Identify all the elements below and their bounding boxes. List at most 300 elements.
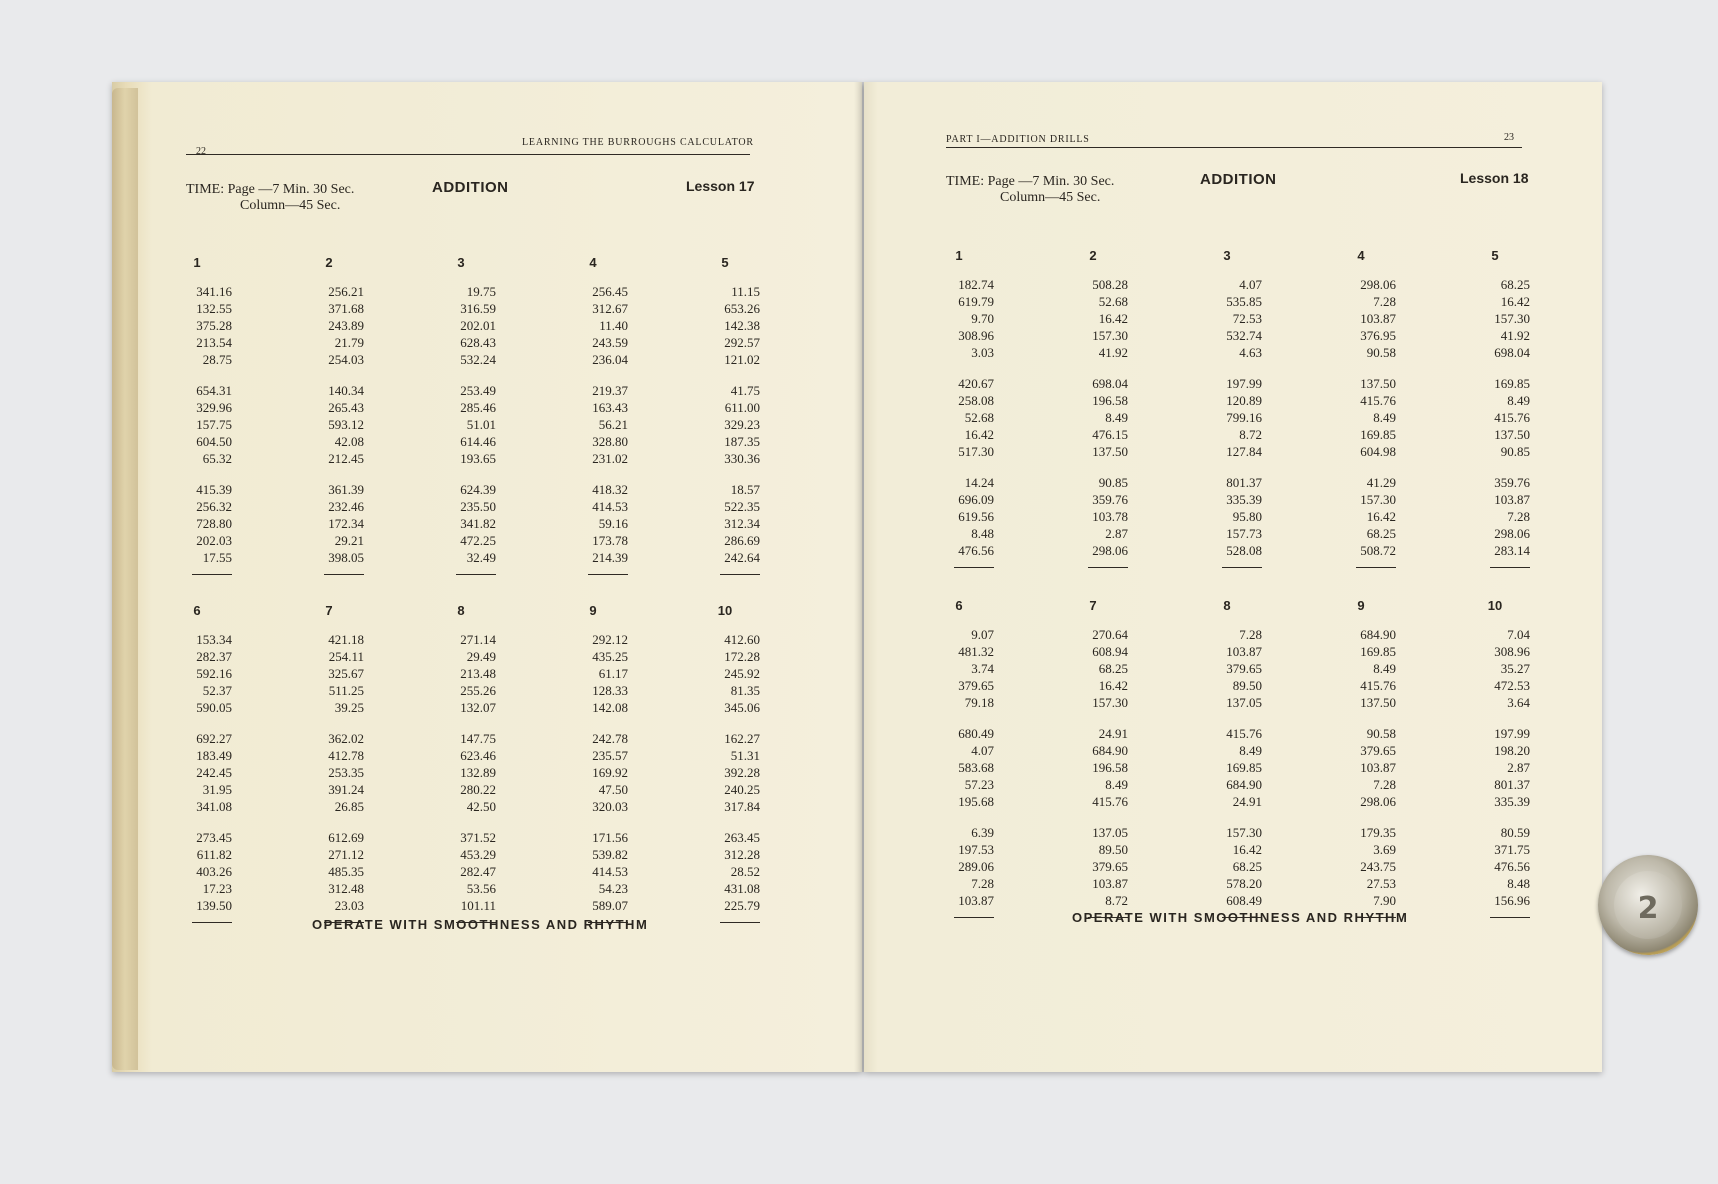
drill-value: 103.87 bbox=[1494, 492, 1530, 507]
drill-value: 90.85 bbox=[1500, 444, 1530, 459]
number-group bbox=[1326, 474, 1396, 559]
time-info bbox=[946, 174, 1114, 206]
drill-value: 312.28 bbox=[724, 847, 760, 862]
drill-value: 379.65 bbox=[1226, 661, 1262, 676]
drill-value: 292.12 bbox=[592, 632, 628, 647]
number-group bbox=[426, 382, 496, 467]
column-number: 8 bbox=[457, 603, 465, 618]
drill-value: 371.75 bbox=[1494, 842, 1530, 857]
column-number: 10 bbox=[1487, 598, 1503, 613]
drill-value: 256.45 bbox=[592, 284, 628, 299]
number-group bbox=[162, 283, 232, 368]
drill-value: 242.64 bbox=[724, 550, 760, 565]
drill-value: 420.67 bbox=[958, 376, 994, 391]
drill-value: 256.21 bbox=[328, 284, 364, 299]
drill-value: 8.72 bbox=[1105, 893, 1128, 908]
running-head: PART I—ADDITION DRILLS bbox=[946, 134, 1090, 145]
drill-value: 359.76 bbox=[1494, 475, 1530, 490]
time-line-2: Column—45 Sec. bbox=[1000, 190, 1101, 205]
footer-motto: OPERATE WITH SMOOTHNESS AND RHYTHM bbox=[1072, 910, 1409, 925]
drill-value: 182.74 bbox=[958, 277, 994, 292]
drill-column bbox=[1058, 247, 1128, 568]
number-group bbox=[1058, 824, 1128, 909]
drill-value: 298.06 bbox=[1494, 526, 1530, 541]
drill-value: 16.42 bbox=[1366, 509, 1396, 524]
drill-value: 604.98 bbox=[1360, 444, 1396, 459]
drill-value: 328.80 bbox=[592, 434, 628, 449]
drill-value: 53.56 bbox=[466, 881, 496, 896]
number-group bbox=[1192, 626, 1262, 711]
drill-value: 24.91 bbox=[1098, 726, 1128, 741]
drill-column bbox=[558, 254, 628, 575]
drill-value: 414.53 bbox=[592, 499, 628, 514]
total-rule bbox=[954, 567, 994, 568]
drill-value: 345.06 bbox=[724, 700, 760, 715]
drill-value: 415.39 bbox=[196, 482, 232, 497]
drill-value: 7.04 bbox=[1507, 627, 1530, 642]
drill-value: 335.39 bbox=[1494, 794, 1530, 809]
drill-value: 271.14 bbox=[460, 632, 496, 647]
drill-value: 415.76 bbox=[1092, 794, 1128, 809]
drill-value: 157.75 bbox=[196, 417, 232, 432]
number-group bbox=[690, 631, 760, 716]
drill-value: 592.16 bbox=[196, 666, 232, 681]
section-title: ADDITION bbox=[1200, 171, 1277, 188]
drill-value: 235.57 bbox=[592, 748, 628, 763]
drill-value: 590.05 bbox=[196, 700, 232, 715]
drill-value: 187.35 bbox=[724, 434, 760, 449]
drill-value: 68.25 bbox=[1500, 277, 1530, 292]
drill-value: 619.79 bbox=[958, 294, 994, 309]
column-number: 5 bbox=[1491, 248, 1499, 263]
drill-value: 362.02 bbox=[328, 731, 364, 746]
drill-value: 359.76 bbox=[1092, 492, 1128, 507]
drill-value: 329.96 bbox=[196, 400, 232, 415]
drill-value: 3.69 bbox=[1373, 842, 1396, 857]
drill-value: 101.11 bbox=[460, 898, 496, 913]
drill-value: 619.56 bbox=[958, 509, 994, 524]
drill-value: 19.75 bbox=[466, 284, 496, 299]
drill-value: 103.87 bbox=[1360, 311, 1396, 326]
drill-value: 628.43 bbox=[460, 335, 496, 350]
drill-value: 11.40 bbox=[599, 318, 628, 333]
drill-value: 421.18 bbox=[328, 632, 364, 647]
drill-value: 242.45 bbox=[196, 765, 232, 780]
column-number: 6 bbox=[193, 603, 201, 618]
book-spread bbox=[112, 82, 1602, 1082]
time-line-1: TIME: Page —7 Min. 30 Sec. bbox=[946, 174, 1115, 189]
drill-value: 231.02 bbox=[592, 451, 628, 466]
drill-value: 608.94 bbox=[1092, 644, 1128, 659]
drill-value: 418.32 bbox=[592, 482, 628, 497]
page-number: 23 bbox=[1504, 132, 1514, 143]
drill-value: 325.67 bbox=[328, 666, 364, 681]
total-rule bbox=[192, 574, 232, 575]
drill-value: 132.89 bbox=[460, 765, 496, 780]
drill-value: 243.75 bbox=[1360, 859, 1396, 874]
drill-value: 242.78 bbox=[592, 731, 628, 746]
drill-value: 341.16 bbox=[196, 284, 232, 299]
drill-value: 320.03 bbox=[592, 799, 628, 814]
drill-value: 51.31 bbox=[730, 748, 760, 763]
drill-value: 403.26 bbox=[196, 864, 232, 879]
drill-value: 801.37 bbox=[1226, 475, 1262, 490]
drill-value: 624.39 bbox=[460, 482, 496, 497]
drill-value: 54.23 bbox=[598, 881, 628, 896]
number-group bbox=[558, 829, 628, 914]
section-title: ADDITION bbox=[432, 179, 509, 196]
drill-value: 728.80 bbox=[196, 516, 232, 531]
drill-value: 41.29 bbox=[1366, 475, 1396, 490]
drill-value: 8.72 bbox=[1239, 427, 1262, 442]
number-group bbox=[1192, 725, 1262, 810]
drill-value: 52.37 bbox=[202, 683, 232, 698]
column-number: 1 bbox=[955, 248, 963, 263]
number-group bbox=[1460, 474, 1530, 559]
drill-value: 17.23 bbox=[202, 881, 232, 896]
drill-value: 29.21 bbox=[334, 533, 364, 548]
drill-value: 282.37 bbox=[196, 649, 232, 664]
number-group bbox=[162, 730, 232, 815]
drill-value: 528.08 bbox=[1226, 543, 1262, 558]
drill-value: 41.92 bbox=[1098, 345, 1128, 360]
drill-value: 120.89 bbox=[1226, 393, 1262, 408]
time-info bbox=[186, 182, 354, 214]
total-rule bbox=[720, 922, 760, 923]
drill-value: 3.74 bbox=[971, 661, 994, 676]
drill-value: 273.45 bbox=[196, 830, 232, 845]
drill-value: 169.92 bbox=[592, 765, 628, 780]
drill-column bbox=[294, 602, 364, 923]
drill-value: 157.30 bbox=[1092, 695, 1128, 710]
number-group bbox=[1460, 824, 1530, 909]
drill-value: 157.30 bbox=[1092, 328, 1128, 343]
total-rule bbox=[588, 574, 628, 575]
drill-value: 157.30 bbox=[1226, 825, 1262, 840]
drill-column bbox=[924, 597, 994, 918]
drill-value: 197.99 bbox=[1226, 376, 1262, 391]
drill-value: 142.08 bbox=[592, 700, 628, 715]
drill-value: 653.26 bbox=[724, 301, 760, 316]
drill-column bbox=[558, 602, 628, 923]
drill-value: 392.28 bbox=[724, 765, 760, 780]
drill-value: 371.52 bbox=[460, 830, 496, 845]
drill-value: 128.33 bbox=[592, 683, 628, 698]
drill-value: 7.28 bbox=[971, 876, 994, 891]
number-group bbox=[1460, 375, 1530, 460]
drill-value: 255.26 bbox=[460, 683, 496, 698]
drill-value: 298.06 bbox=[1360, 794, 1396, 809]
drill-value: 379.65 bbox=[1360, 743, 1396, 758]
drill-value: 26.85 bbox=[334, 799, 364, 814]
column-number: 8 bbox=[1223, 598, 1231, 613]
drill-value: 35.27 bbox=[1500, 661, 1530, 676]
coin-denomination: 2 bbox=[1637, 891, 1659, 926]
drill-value: 56.21 bbox=[598, 417, 628, 432]
drill-value: 157.30 bbox=[1360, 492, 1396, 507]
drill-value: 329.23 bbox=[724, 417, 760, 432]
number-group bbox=[924, 824, 994, 909]
drill-value: 308.96 bbox=[958, 328, 994, 343]
drill-value: 103.87 bbox=[1226, 644, 1262, 659]
drill-value: 89.50 bbox=[1098, 842, 1128, 857]
drill-value: 611.82 bbox=[196, 847, 232, 862]
drill-value: 72.53 bbox=[1232, 311, 1262, 326]
total-rule bbox=[324, 574, 364, 575]
number-group bbox=[1326, 725, 1396, 810]
drill-value: 156.96 bbox=[1494, 893, 1530, 908]
number-group bbox=[1326, 375, 1396, 460]
drill-value: 162.27 bbox=[724, 731, 760, 746]
drill-value: 103.78 bbox=[1092, 509, 1128, 524]
drill-value: 236.04 bbox=[592, 352, 628, 367]
total-rule bbox=[456, 574, 496, 575]
total-rule bbox=[1222, 567, 1262, 568]
number-group bbox=[294, 829, 364, 914]
column-number: 10 bbox=[717, 603, 733, 618]
number-group bbox=[924, 375, 994, 460]
drill-value: 32.49 bbox=[466, 550, 496, 565]
column-number: 3 bbox=[457, 255, 465, 270]
drill-value: 169.85 bbox=[1360, 427, 1396, 442]
drill-value: 253.35 bbox=[328, 765, 364, 780]
drill-value: 415.76 bbox=[1226, 726, 1262, 741]
column-number: 2 bbox=[325, 255, 333, 270]
drill-value: 225.79 bbox=[724, 898, 760, 913]
drill-value: 52.68 bbox=[1098, 294, 1128, 309]
drill-value: 163.43 bbox=[592, 400, 628, 415]
drill-value: 308.96 bbox=[1494, 644, 1530, 659]
drill-value: 196.58 bbox=[1092, 760, 1128, 775]
drill-value: 3.03 bbox=[971, 345, 994, 360]
drill-value: 183.49 bbox=[196, 748, 232, 763]
drill-value: 511.25 bbox=[328, 683, 364, 698]
drill-value: 103.87 bbox=[1360, 760, 1396, 775]
number-group bbox=[1192, 276, 1262, 361]
drill-value: 517.30 bbox=[958, 444, 994, 459]
drill-value: 414.53 bbox=[592, 864, 628, 879]
number-group bbox=[1058, 474, 1128, 559]
number-group bbox=[294, 382, 364, 467]
drill-value: 27.53 bbox=[1366, 876, 1396, 891]
drill-value: 8.49 bbox=[1507, 393, 1530, 408]
drill-value: 14.24 bbox=[964, 475, 994, 490]
drill-value: 316.59 bbox=[460, 301, 496, 316]
drill-column bbox=[1326, 597, 1396, 918]
drill-value: 195.68 bbox=[958, 794, 994, 809]
drill-value: 16.42 bbox=[1232, 842, 1262, 857]
number-group bbox=[924, 725, 994, 810]
drill-value: 7.28 bbox=[1373, 294, 1396, 309]
drill-value: 583.68 bbox=[958, 760, 994, 775]
drill-value: 698.04 bbox=[1494, 345, 1530, 360]
number-group bbox=[1326, 626, 1396, 711]
drill-value: 289.06 bbox=[958, 859, 994, 874]
lesson-label: Lesson 17 bbox=[686, 178, 755, 194]
drill-value: 39.25 bbox=[334, 700, 364, 715]
drill-value: 254.03 bbox=[328, 352, 364, 367]
number-group bbox=[426, 481, 496, 566]
column-number: 9 bbox=[1357, 598, 1365, 613]
drill-value: 398.05 bbox=[328, 550, 364, 565]
drill-value: 453.29 bbox=[460, 847, 496, 862]
drill-value: 801.37 bbox=[1494, 777, 1530, 792]
drill-value: 127.84 bbox=[1226, 444, 1262, 459]
total-rule bbox=[1356, 567, 1396, 568]
drill-value: 472.25 bbox=[460, 533, 496, 548]
drill-value: 263.45 bbox=[724, 830, 760, 845]
drill-column bbox=[426, 602, 496, 923]
drill-column bbox=[162, 602, 232, 923]
drill-value: 298.06 bbox=[1092, 543, 1128, 558]
number-group bbox=[1460, 626, 1530, 711]
drill-column bbox=[1460, 247, 1530, 568]
drill-value: 137.50 bbox=[1494, 427, 1530, 442]
number-group bbox=[426, 730, 496, 815]
drill-value: 361.39 bbox=[328, 482, 364, 497]
drill-value: 214.39 bbox=[592, 550, 628, 565]
drill-value: 198.20 bbox=[1494, 743, 1530, 758]
total-rule bbox=[954, 917, 994, 918]
drill-value: 522.35 bbox=[724, 499, 760, 514]
drill-value: 312.48 bbox=[328, 881, 364, 896]
drill-value: 412.78 bbox=[328, 748, 364, 763]
number-group bbox=[1326, 824, 1396, 909]
header-rule bbox=[186, 154, 750, 155]
drill-value: 799.16 bbox=[1226, 410, 1262, 425]
drill-value: 578.20 bbox=[1226, 876, 1262, 891]
drill-value: 341.82 bbox=[460, 516, 496, 531]
drill-value: 137.50 bbox=[1360, 695, 1396, 710]
drill-value: 68.25 bbox=[1366, 526, 1396, 541]
drill-value: 485.35 bbox=[328, 864, 364, 879]
drill-value: 41.75 bbox=[730, 383, 760, 398]
total-rule bbox=[192, 922, 232, 923]
drill-value: 612.69 bbox=[328, 830, 364, 845]
drill-value: 696.09 bbox=[958, 492, 994, 507]
drill-value: 330.36 bbox=[724, 451, 760, 466]
column-number: 1 bbox=[193, 255, 201, 270]
drill-value: 142.38 bbox=[724, 318, 760, 333]
drill-value: 283.14 bbox=[1494, 543, 1530, 558]
drill-value: 7.90 bbox=[1373, 893, 1396, 908]
drill-value: 391.24 bbox=[328, 782, 364, 797]
drill-value: 312.34 bbox=[724, 516, 760, 531]
drill-value: 2.87 bbox=[1105, 526, 1128, 541]
drill-value: 270.64 bbox=[1092, 627, 1128, 642]
column-number: 7 bbox=[1089, 598, 1097, 613]
drill-value: 21.79 bbox=[334, 335, 364, 350]
drill-value: 24.91 bbox=[1232, 794, 1262, 809]
drill-value: 4.07 bbox=[971, 743, 994, 758]
drill-value: 4.63 bbox=[1239, 345, 1262, 360]
drill-value: 532.74 bbox=[1226, 328, 1262, 343]
drill-value: 476.15 bbox=[1092, 427, 1128, 442]
number-group bbox=[294, 283, 364, 368]
number-group bbox=[1192, 375, 1262, 460]
drill-value: 335.39 bbox=[1226, 492, 1262, 507]
drill-value: 684.90 bbox=[1360, 627, 1396, 642]
drill-value: 698.04 bbox=[1092, 376, 1128, 391]
drill-value: 532.24 bbox=[460, 352, 496, 367]
number-group bbox=[558, 481, 628, 566]
drill-value: 589.07 bbox=[592, 898, 628, 913]
number-group bbox=[1192, 474, 1262, 559]
page-edge bbox=[112, 88, 138, 1070]
time-line-2: Column—45 Sec. bbox=[240, 198, 341, 213]
drill-value: 28.52 bbox=[730, 864, 760, 879]
drill-value: 415.76 bbox=[1494, 410, 1530, 425]
drill-value: 476.56 bbox=[1494, 859, 1530, 874]
drill-value: 137.05 bbox=[1092, 825, 1128, 840]
column-number: 4 bbox=[589, 255, 597, 270]
drill-value: 604.50 bbox=[196, 434, 232, 449]
drill-value: 435.25 bbox=[592, 649, 628, 664]
drill-value: 292.57 bbox=[724, 335, 760, 350]
drill-value: 654.31 bbox=[196, 383, 232, 398]
drill-value: 202.01 bbox=[460, 318, 496, 333]
drill-value: 8.49 bbox=[1239, 743, 1262, 758]
drill-value: 684.90 bbox=[1226, 777, 1262, 792]
drill-value: 68.25 bbox=[1098, 661, 1128, 676]
drill-value: 680.49 bbox=[958, 726, 994, 741]
drill-value: 235.50 bbox=[460, 499, 496, 514]
drill-value: 8.48 bbox=[971, 526, 994, 541]
drill-value: 286.69 bbox=[724, 533, 760, 548]
column-number: 2 bbox=[1089, 248, 1097, 263]
drill-value: 90.58 bbox=[1366, 345, 1396, 360]
number-group bbox=[294, 481, 364, 566]
drill-value: 31.95 bbox=[202, 782, 232, 797]
number-group bbox=[294, 730, 364, 815]
drill-value: 65.32 bbox=[202, 451, 232, 466]
drill-value: 379.65 bbox=[958, 678, 994, 693]
drill-value: 103.87 bbox=[958, 893, 994, 908]
drill-value: 81.35 bbox=[730, 683, 760, 698]
drill-value: 196.58 bbox=[1092, 393, 1128, 408]
column-number: 9 bbox=[589, 603, 597, 618]
drill-value: 376.95 bbox=[1360, 328, 1396, 343]
number-group bbox=[690, 829, 760, 914]
drill-value: 379.65 bbox=[1092, 859, 1128, 874]
drill-value: 61.17 bbox=[598, 666, 628, 681]
number-group bbox=[162, 829, 232, 914]
drill-value: 28.75 bbox=[202, 352, 232, 367]
drill-value: 42.08 bbox=[334, 434, 364, 449]
drill-value: 415.76 bbox=[1360, 393, 1396, 408]
drill-value: 42.50 bbox=[466, 799, 496, 814]
drill-value: 169.85 bbox=[1226, 760, 1262, 775]
page-number: 22 bbox=[196, 146, 206, 157]
drill-value: 52.68 bbox=[964, 410, 994, 425]
drill-value: 212.45 bbox=[328, 451, 364, 466]
drill-value: 245.92 bbox=[724, 666, 760, 681]
drill-value: 79.18 bbox=[964, 695, 994, 710]
left-page bbox=[112, 82, 862, 1072]
drill-value: 476.56 bbox=[958, 543, 994, 558]
drill-value: 18.57 bbox=[730, 482, 760, 497]
drill-value: 23.03 bbox=[334, 898, 364, 913]
drill-value: 415.76 bbox=[1360, 678, 1396, 693]
drill-value: 169.85 bbox=[1494, 376, 1530, 391]
drill-value: 169.85 bbox=[1360, 644, 1396, 659]
drill-value: 80.59 bbox=[1500, 825, 1530, 840]
drill-column bbox=[1326, 247, 1396, 568]
euro-coin-icon bbox=[1598, 855, 1698, 955]
number-group bbox=[924, 276, 994, 361]
drill-value: 140.34 bbox=[328, 383, 364, 398]
drill-column bbox=[162, 254, 232, 575]
